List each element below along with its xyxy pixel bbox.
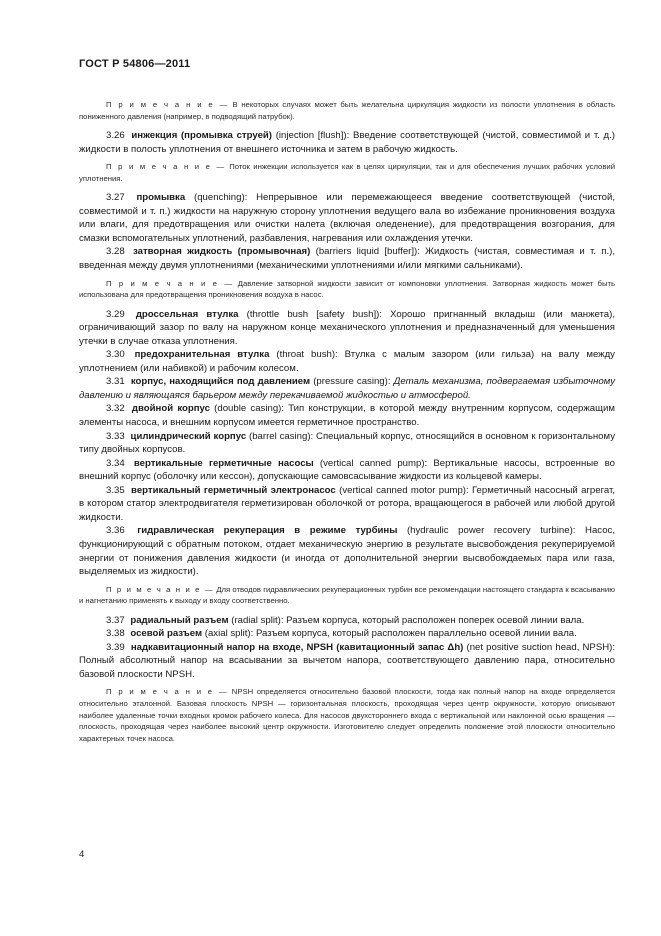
note-1 [79,99,615,122]
note-5 [79,686,615,744]
term-number: 3.37 [106,614,125,626]
note-2 [79,161,615,184]
term-definition: (vertical canned motor pump): Герметичный насосный агрегат, в котором статор электродвигателя герметизирован оболочкой от ротора, вращающегося в рабочей или любой другой жидкости. [79,484,615,523]
note-label: П р и м е ч а н и е — [106,278,234,288]
term-number: 3.32 [106,403,125,415]
note-label: П р и м е ч а н и е — [106,100,229,109]
term-title: инжекция (промывка струей) [131,130,273,142]
term-3-38 [79,627,615,641]
term-3-32 [79,402,615,429]
term-3-26 [79,129,615,156]
note-text: NPSH определяется относительно базовой плоскости, тогда как полный напор на входе определяется относительно эталонной. Базовая плоскость NPSH — горизонтальная плоскость, проходящая через центр окружности, которую описывают наиболее удаленные точки входных кромок рабочего колеса. Для насосов двухстороннего входа с вертикальной или наклонной осью вращения — плоскость, проходящая через наиболее высокий центр окружности. Изготовителю следует определить положение этой плоскости относительно характерных точек насоса. [79,687,615,743]
term-definition: (vertical canned pump): Вертикальные насосы, встроенные во внешний корпус (оболочку или кессон), допускающие самовсасывание жидкости из кольцевой камеры. [79,457,615,483]
term-definition: (radial split): Разъем корпуса, который расположен поперек осевой линии вала. [228,614,585,626]
term-3-31 [79,375,615,402]
term-number: 3.35 [106,484,125,496]
term-3-37 [79,614,615,628]
term-number: 3.34 [106,457,125,469]
term-title: вертикальный герметичный электронасос [131,484,336,496]
term-title: осевой разъем [130,628,203,640]
term-definition: (pressure casing): [310,376,394,388]
term-3-30 [79,348,615,375]
term-number: 3.30 [106,349,125,361]
term-title: цилиндрический корпус [130,430,247,442]
term-3-35 [79,484,615,525]
term-3-33 [79,430,615,457]
term-3-36 [79,524,615,578]
term-definition: (barriers liquid [buffer]): Жидкость (чистая, совместимая и т. п.), введенная между двумя уплотнениями (механическими уплотнениями и/или мягкими сальниками). [79,246,616,272]
term-number: 3.26 [106,130,125,142]
term-number: 3.38 [106,628,125,640]
note-text: Поток инжекции используется как в целях циркуляции, так и для обеспечения лучших рабочих условий уплотнения. [79,162,615,183]
term-title: корпус, находящийся под давлением [130,376,311,388]
term-definition: (injection [flush]): Введение соответствующей (чистой, совместимой и т. д.) жидкости в полость уплотнения от внешнего источника и затем в рабочую жидкость. [79,130,616,155]
term-definition: (barrel casing): Специальный корпус, относящийся в основном к горизонтальному типу двойных корпусов. [79,430,615,456]
note-label: П р и м е ч а н и е — [106,584,215,594]
term-title: радиальный разъем [130,614,229,626]
term-3-27 [79,191,615,245]
term-definition: (throttle bush [safety bush]): Хорошо пригнанный вкладыш (или манжета), ограничивающий зазор по валу на наружном конце механического уплотнения и предназначенный для уменьшения утечки в случае отказа уплотнения. [79,308,616,347]
term-definition: (quenching): Непрерывное или перемежающееся введение соответствующей (чистой, совместимой и т. п.) жидкости на наружную сторону уплотнения ведущего вала во избежание проникновения воздуха или влаги, для предотвращения или очистки налета (включая оледенение), для предотвращения возгорания, для смазки вспомогательных уплотнений, разбавления, нагревания или охлаждения утечки. [79,192,615,244]
note-label: П р и м е ч а н и е — [106,162,226,172]
note-label: П р и м е ч а н и е — [106,687,229,697]
term-title: промывка [136,192,186,204]
term-definition: (hydraulic power recovery turbine): Насос, функционирующий с обратным потоком, отдает механическую энергию в результате высвобождения рекуперируемой энергии от понижения давления жидкости (и иногда от дополнительной энергии высвобождаемых пара или газа, выделяемых из жидкости). [79,525,615,578]
term-number: 3.39 [106,641,125,653]
term-number: 3.29 [106,308,125,320]
term-number: 3.31 [106,376,125,388]
note-3 [79,278,615,301]
term-number: 3.28 [106,246,125,258]
term-definition-italic: Деталь механизма, подвергаемая избыточному давлению и являющаяся барьером между перекачиваемой жидкостью и атмосферой. [79,376,616,401]
term-number: 3.27 [106,192,125,204]
term-3-34 [79,457,615,484]
term-title: двойной корпус [131,403,210,415]
term-3-39 [79,641,615,682]
note-4 [79,584,615,607]
term-definition: (axial split): Разъем корпуса, который расположен параллельно осевой линии вала. [202,628,577,640]
term-title: затворная жидкость (промывочная) [132,246,311,258]
term-title: надкавитационный напор на входе, NPSH (кавитационный запас Δh) [130,641,464,653]
note-text: В некоторых случаях может быть желательна циркуляция жидкости из полости уплотнения в область пониженного давления (например, в подводящий патрубок). [79,100,615,121]
page-number: 4 [79,849,85,860]
term-definition: (throat bush): Втулка с малым зазором (или гильза) на валу между уплотнением (или набивкой) и рабочим колесом. [79,349,615,374]
term-3-29 [79,308,615,349]
note-text: Давление затворной жидкости зависит от компоновки уплотнения. Затворная жидкость может быть использована для предотвращения проникновения воздуха в насос. [79,278,615,300]
term-title: дроссельная втулка [135,308,239,320]
term-number: 3.36 [106,525,125,537]
term-title: вертикальные герметичные насосы [133,457,314,469]
note-text: Для отводов гидравлических рекуперационных турбин все рекомендации настоящего стандарта к всасыванию и нагнетанию применять к выходу и входу соответственно. [79,584,615,606]
term-definition: (double casing): Тип конструкции, в которой между внутренним корпусом, содержащим элементы насоса, и внешним корпусом имеется герметичное пространство. [79,403,615,429]
term-title: предохранительная втулка [134,349,270,361]
term-definition: (net positive suction head, NPSH): Полный абсолютный напор на всасывании за вычетом напора, соответствующего давлению пара, относительно базовой плоскости NPSH. [79,641,616,680]
term-title: гидравлическая рекуперация в режиме турбины [137,525,398,537]
document-body [79,94,615,751]
standard-header: ГОСТ Р 54806—2011 [79,58,191,70]
term-number: 3.33 [106,430,125,442]
term-3-28 [79,245,615,272]
